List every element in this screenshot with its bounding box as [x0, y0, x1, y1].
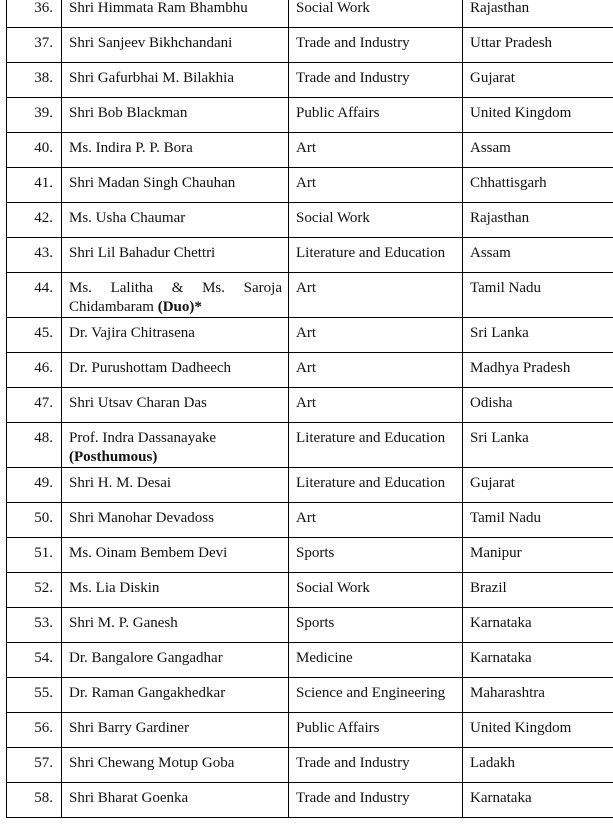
table-row: [7, 203, 613, 238]
table-row: [7, 423, 613, 468]
serial-number: 54.: [7, 643, 62, 678]
serial-number: 42.: [7, 203, 62, 238]
field: Social Work: [289, 0, 463, 28]
serial-number: 56.: [7, 713, 62, 748]
serial-number: 37.: [7, 28, 62, 63]
awardee-name: Shri Bharat Goenka: [62, 783, 289, 818]
table-row: [7, 63, 613, 98]
serial-number: 57.: [7, 748, 62, 783]
field: Art: [289, 168, 463, 203]
awardee-name: Shri Utsav Charan Das: [62, 388, 289, 423]
field: Art: [289, 273, 463, 318]
awardee-name: Shri Chewang Motup Goba: [62, 748, 289, 783]
table-row: [7, 538, 613, 573]
awardee-name-line1: Ms. Lalitha & Ms. Saroja: [69, 280, 282, 296]
field: Literature and Education: [289, 423, 463, 468]
state-country: Karnataka: [463, 783, 613, 818]
table-row: [7, 238, 613, 273]
state-country: Karnataka: [463, 608, 613, 643]
awardee-name-line2: Chidambaram: [69, 299, 154, 315]
state-country: United Kingdom: [463, 98, 613, 133]
awardee-name: Shri Gafurbhai M. Bilakhia: [62, 63, 289, 98]
field: Medicine: [289, 643, 463, 678]
table-row: [7, 388, 613, 423]
serial-number: 46.: [7, 353, 62, 388]
awardee-note: (Duo)*: [157, 299, 202, 315]
table-row: [7, 28, 613, 63]
awardee-name: Ms. Oinam Bembem Devi: [62, 538, 289, 573]
state-country: Assam: [463, 133, 613, 168]
awardee-name: Shri Madan Singh Chauhan: [62, 168, 289, 203]
table-row: [7, 133, 613, 168]
field: Art: [289, 353, 463, 388]
table-row: [7, 98, 613, 133]
serial-number: 40.: [7, 133, 62, 168]
state-country: Sri Lanka: [463, 318, 613, 353]
awardee-name: Shri Sanjeev Bikhchandani: [62, 28, 289, 63]
state-country: Rajasthan: [463, 0, 613, 28]
table-row: [7, 168, 613, 203]
state-country: Manipur: [463, 538, 613, 573]
awardee-name: [62, 423, 289, 468]
state-country: Maharashtra: [463, 678, 613, 713]
table-row: [7, 353, 613, 388]
table-row: [7, 608, 613, 643]
state-country: Gujarat: [463, 63, 613, 98]
table-row: [7, 678, 613, 713]
awardee-name: Shri Bob Blackman: [62, 98, 289, 133]
field: Public Affairs: [289, 713, 463, 748]
table-row: [7, 468, 613, 503]
serial-number: 49.: [7, 468, 62, 503]
field: Sports: [289, 608, 463, 643]
awardee-name: Dr. Vajira Chitrasena: [62, 318, 289, 353]
table-row: [7, 318, 613, 353]
serial-number: 36.: [7, 0, 62, 28]
serial-number: 53.: [7, 608, 62, 643]
serial-number: 41.: [7, 168, 62, 203]
field: Trade and Industry: [289, 783, 463, 818]
awardee-name: Shri Lil Bahadur Chettri: [62, 238, 289, 273]
serial-number: 43.: [7, 238, 62, 273]
serial-number: 55.: [7, 678, 62, 713]
field: Art: [289, 503, 463, 538]
field: Social Work: [289, 203, 463, 238]
serial-number: 47.: [7, 388, 62, 423]
serial-number: 52.: [7, 573, 62, 608]
awardees-table: [6, 0, 613, 818]
serial-number: 39.: [7, 98, 62, 133]
table-row: [7, 573, 613, 608]
state-country: Chhattisgarh: [463, 168, 613, 203]
awardee-name: Dr. Raman Gangakhedkar: [62, 678, 289, 713]
state-country: Ladakh: [463, 748, 613, 783]
state-country: Tamil Nadu: [463, 503, 613, 538]
awardee-name: Shri Manohar Devadoss: [62, 503, 289, 538]
table-row: [7, 748, 613, 783]
field: Science and Engineering: [289, 678, 463, 713]
field: Art: [289, 318, 463, 353]
field: Public Affairs: [289, 98, 463, 133]
serial-number: 38.: [7, 63, 62, 98]
table-row: [7, 273, 613, 318]
field: Sports: [289, 538, 463, 573]
state-country: Tamil Nadu: [463, 273, 613, 318]
field: Social Work: [289, 573, 463, 608]
serial-number: 50.: [7, 503, 62, 538]
awardee-note: (Posthumous): [69, 449, 158, 465]
field: Trade and Industry: [289, 748, 463, 783]
table-row: [7, 643, 613, 678]
field: Trade and Industry: [289, 28, 463, 63]
awardee-name: Shri Barry Gardiner: [62, 713, 289, 748]
state-country: Brazil: [463, 573, 613, 608]
table-row: [7, 783, 613, 818]
state-country: United Kingdom: [463, 713, 613, 748]
state-country: Uttar Pradesh: [463, 28, 613, 63]
field: Trade and Industry: [289, 63, 463, 98]
state-country: Madhya Pradesh: [463, 353, 613, 388]
awardee-name: Dr. Bangalore Gangadhar: [62, 643, 289, 678]
awardee-name: [62, 273, 289, 318]
table-row: [7, 713, 613, 748]
state-country: Assam: [463, 238, 613, 273]
state-country: Rajasthan: [463, 203, 613, 238]
field: Art: [289, 133, 463, 168]
awardee-name: Shri M. P. Ganesh: [62, 608, 289, 643]
table-row: [7, 503, 613, 538]
table-row: [7, 0, 613, 28]
state-country: Odisha: [463, 388, 613, 423]
field: Literature and Education: [289, 238, 463, 273]
awardee-name: Shri H. M. Desai: [62, 468, 289, 503]
serial-number: 45.: [7, 318, 62, 353]
state-country: Karnataka: [463, 643, 613, 678]
serial-number: 48.: [7, 423, 62, 468]
state-country: Gujarat: [463, 468, 613, 503]
awardee-name-line1: Prof. Indra Dassanayake: [69, 430, 217, 446]
awardee-name: Ms. Lia Diskin: [62, 573, 289, 608]
state-country: Sri Lanka: [463, 423, 613, 468]
awardee-name: Ms. Usha Chaumar: [62, 203, 289, 238]
field: Literature and Education: [289, 468, 463, 503]
serial-number: 58.: [7, 783, 62, 818]
serial-number: 44.: [7, 273, 62, 318]
field: Art: [289, 388, 463, 423]
awardee-name: Shri Himmata Ram Bhambhu: [62, 0, 289, 28]
serial-number: 51.: [7, 538, 62, 573]
awardee-name: Ms. Indira P. P. Bora: [62, 133, 289, 168]
awardee-name: Dr. Purushottam Dadheech: [62, 353, 289, 388]
